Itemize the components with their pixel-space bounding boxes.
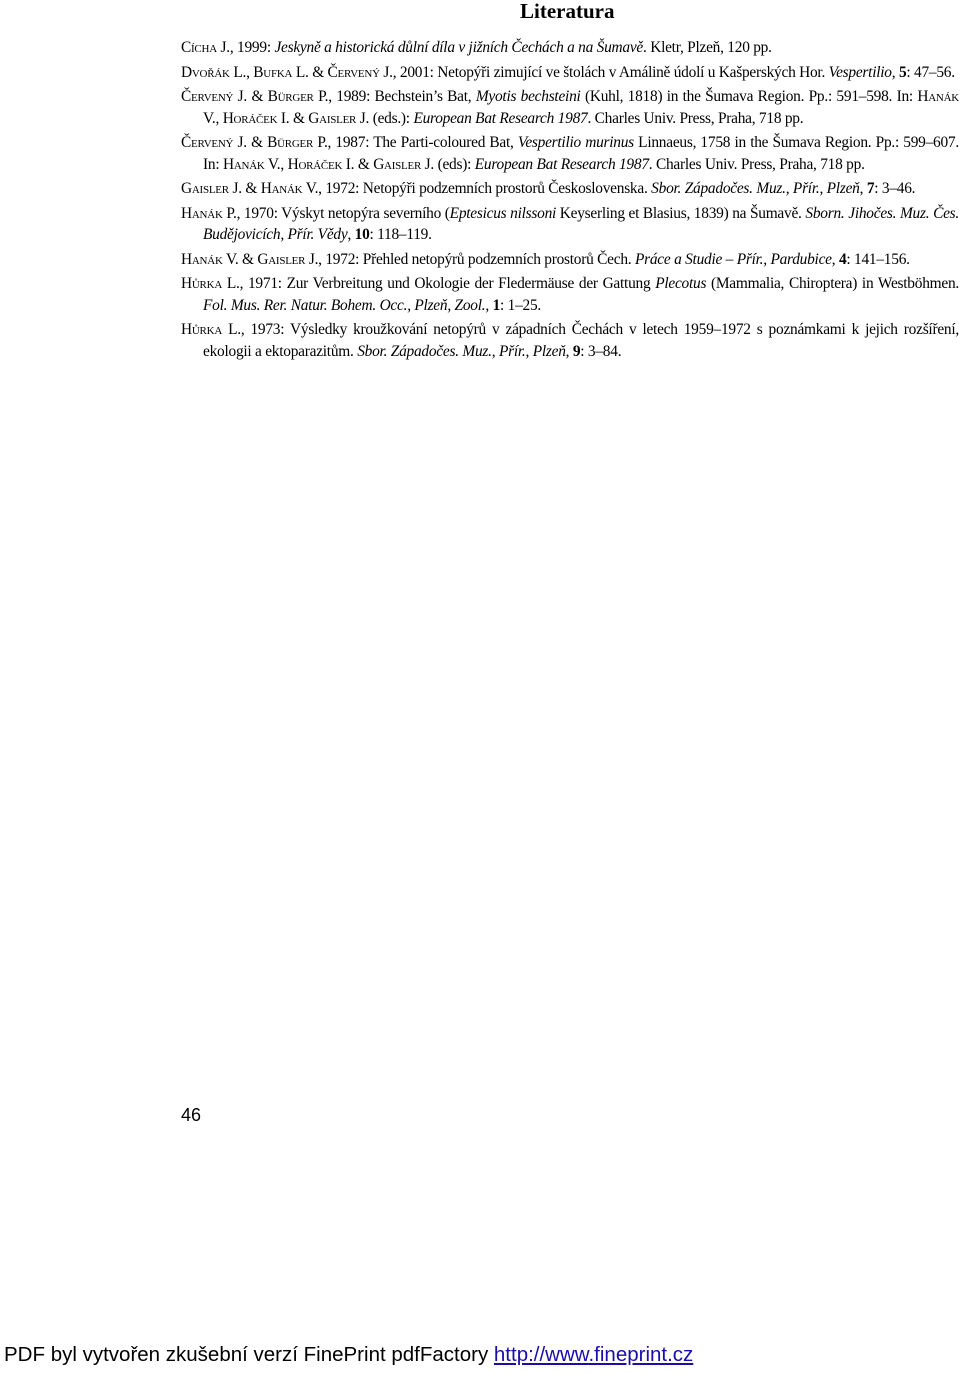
volume-number: 9 — [572, 342, 581, 360]
reference-entry — [181, 249, 959, 271]
reference-text: L., 1973: Výsledky kroužkování netopýrů v západních Čechách v letech 1959–1972 s poznámkami k jejich rozšíření, ekologii a ektoparazitům. — [203, 321, 959, 360]
italic-text: European Bat Research 1987 — [413, 109, 588, 127]
italic-text: Myotis bechsteini — [475, 88, 581, 105]
reference-text: , — [859, 180, 867, 197]
author-name: Gaisler — [181, 180, 229, 197]
reference-text: : 141–156. — [846, 250, 910, 268]
reference-text: : 47–56. — [906, 63, 955, 81]
italic-text: Sborn. Jihočes. Muz. Čes. Budějovicích, Přír. Vědy — [203, 204, 960, 243]
reference-text: J., 1972: Přehled netopýrů podzemních prostorů Čech. — [305, 250, 635, 268]
author-name: Horáček — [222, 109, 278, 127]
author-name: Hůrka — [181, 275, 223, 292]
reference-text: V. & — [222, 250, 258, 268]
pdf-footer — [4, 1343, 693, 1367]
reference-text: J., 1999: — [216, 39, 275, 56]
author-name: Červený — [181, 88, 234, 105]
reference-entry — [181, 132, 959, 175]
author-name: Červený — [181, 134, 234, 151]
reference-text: I. & — [342, 155, 374, 173]
reference-text: , — [891, 63, 899, 81]
author-name: Hanák — [917, 88, 959, 105]
reference-text: P., 1989: Bechstein’s Bat, — [313, 88, 476, 105]
volume-number: 5 — [898, 63, 907, 81]
reference-text: . Charles Univ. Press, Praha, 718 pp. — [648, 155, 865, 173]
italic-text: Vespertilio murinus — [517, 134, 634, 151]
reference-text: J. (eds.): — [356, 109, 414, 127]
reference-text: (Kuhl, 1818) in the Šumava Region. Pp.: 591–598. In: — [580, 88, 918, 105]
author-name: Hanák — [181, 250, 223, 268]
author-name: Bufka — [253, 63, 293, 81]
reference-entry — [181, 37, 959, 59]
reference-entry — [181, 203, 959, 246]
reference-text: I. & — [277, 109, 309, 127]
reference-text: Linnaeus, 1758 in the Šumava Region. Pp.: 599–607. In: — [203, 134, 959, 173]
author-name: Hůrka — [181, 321, 223, 338]
reference-text: P., 1970: Výskyt netopýra severního ( — [222, 204, 450, 222]
reference-text: J. & — [233, 134, 268, 151]
italic-text: Práce a Studie – Přír., Pardubice — [634, 250, 832, 268]
reference-entry — [181, 86, 959, 129]
author-name: Dvořák — [181, 63, 230, 81]
reference-text: : 3–46. — [874, 180, 916, 197]
reference-entry — [181, 319, 959, 362]
author-name: Hanák — [222, 155, 265, 173]
reference-text: L. & — [292, 63, 328, 81]
author-name: Hanák — [181, 204, 223, 222]
author-name: Horáček — [287, 155, 343, 173]
page-number: 46 — [181, 1105, 202, 1125]
author-name: Gaisler — [373, 155, 422, 173]
italic-text: Sbor. Západočes. Muz., Přír., Plzeň — [651, 180, 860, 197]
volume-number: 10 — [354, 226, 370, 243]
reference-text: , — [565, 342, 573, 360]
reference-text: J. (eds): — [421, 155, 475, 173]
author-name: Cícha — [181, 39, 217, 56]
reference-text: , — [831, 250, 839, 268]
footer-text: PDF byl vytvořen zkušební verzí FinePrint pdfFactory — [4, 1343, 494, 1366]
author-name: Červený — [327, 63, 380, 81]
reference-list — [181, 37, 959, 365]
italic-text: Jeskyně a historická důlní díla v jižních Čechách a na Šumavě — [274, 39, 644, 56]
reference-entry — [181, 273, 959, 316]
reference-text: : 1–25. — [500, 296, 542, 314]
italic-text: European Bat Research 1987 — [474, 155, 649, 173]
italic-text: Eptesicus nilssoni — [449, 204, 557, 222]
page-title: Literatura — [520, 0, 615, 23]
reference-entry — [181, 62, 959, 84]
reference-text: J., 2001: Netopýři zimující ve štolách v Amálině údolí u Kašperských Hor. — [379, 63, 829, 81]
volume-number: 1 — [492, 296, 501, 314]
italic-text: Vespertilio — [828, 63, 892, 81]
author-name: Bürger — [267, 134, 314, 151]
reference-text: P., 1987: The Parti-coloured Bat, — [313, 134, 518, 151]
reference-text: J. & — [228, 180, 261, 197]
reference-text: L., — [229, 63, 254, 81]
reference-text: : 3–84. — [580, 342, 622, 360]
reference-text: , — [485, 296, 493, 314]
volume-number: 7 — [866, 180, 875, 197]
reference-text: J. & — [233, 88, 268, 105]
reference-text: . Charles Univ. Press, Praha, 718 pp. — [587, 109, 804, 127]
reference-text: , — [347, 226, 355, 243]
reference-text: V., — [203, 109, 223, 127]
reference-text: (Mammalia, Chiroptera) in Westböhmen. — [706, 275, 959, 292]
reference-entry — [181, 178, 959, 200]
italic-text: Sbor. Západočes. Muz., Přír., Plzeň — [357, 342, 566, 360]
author-name: Gaisler — [257, 250, 306, 268]
volume-number: 4 — [838, 250, 847, 268]
italic-text: Plecotus — [655, 275, 707, 292]
footer-link[interactable]: http://www.fineprint.cz — [493, 1343, 694, 1366]
author-name: Bürger — [267, 88, 314, 105]
reference-text: . Kletr, Plzeň, 120 pp. — [643, 39, 772, 56]
author-name: Gaisler — [308, 109, 357, 127]
reference-text: Keyserling et Blasius, 1839) na Šumavě. — [556, 204, 806, 222]
author-name: Hanák — [260, 180, 303, 197]
italic-text: Fol. Mus. Rer. Natur. Bohem. Occ., Plzeň, Zool. — [203, 296, 486, 314]
reference-text: V., — [264, 155, 288, 173]
reference-text: : 118–119. — [369, 226, 432, 243]
reference-text: V., 1972: Netopýři podzemních prostorů Československa. — [302, 180, 652, 197]
reference-text: L., 1971: Zur Verbreitung und Okologie der Fledermäuse der Gattung — [222, 275, 656, 292]
